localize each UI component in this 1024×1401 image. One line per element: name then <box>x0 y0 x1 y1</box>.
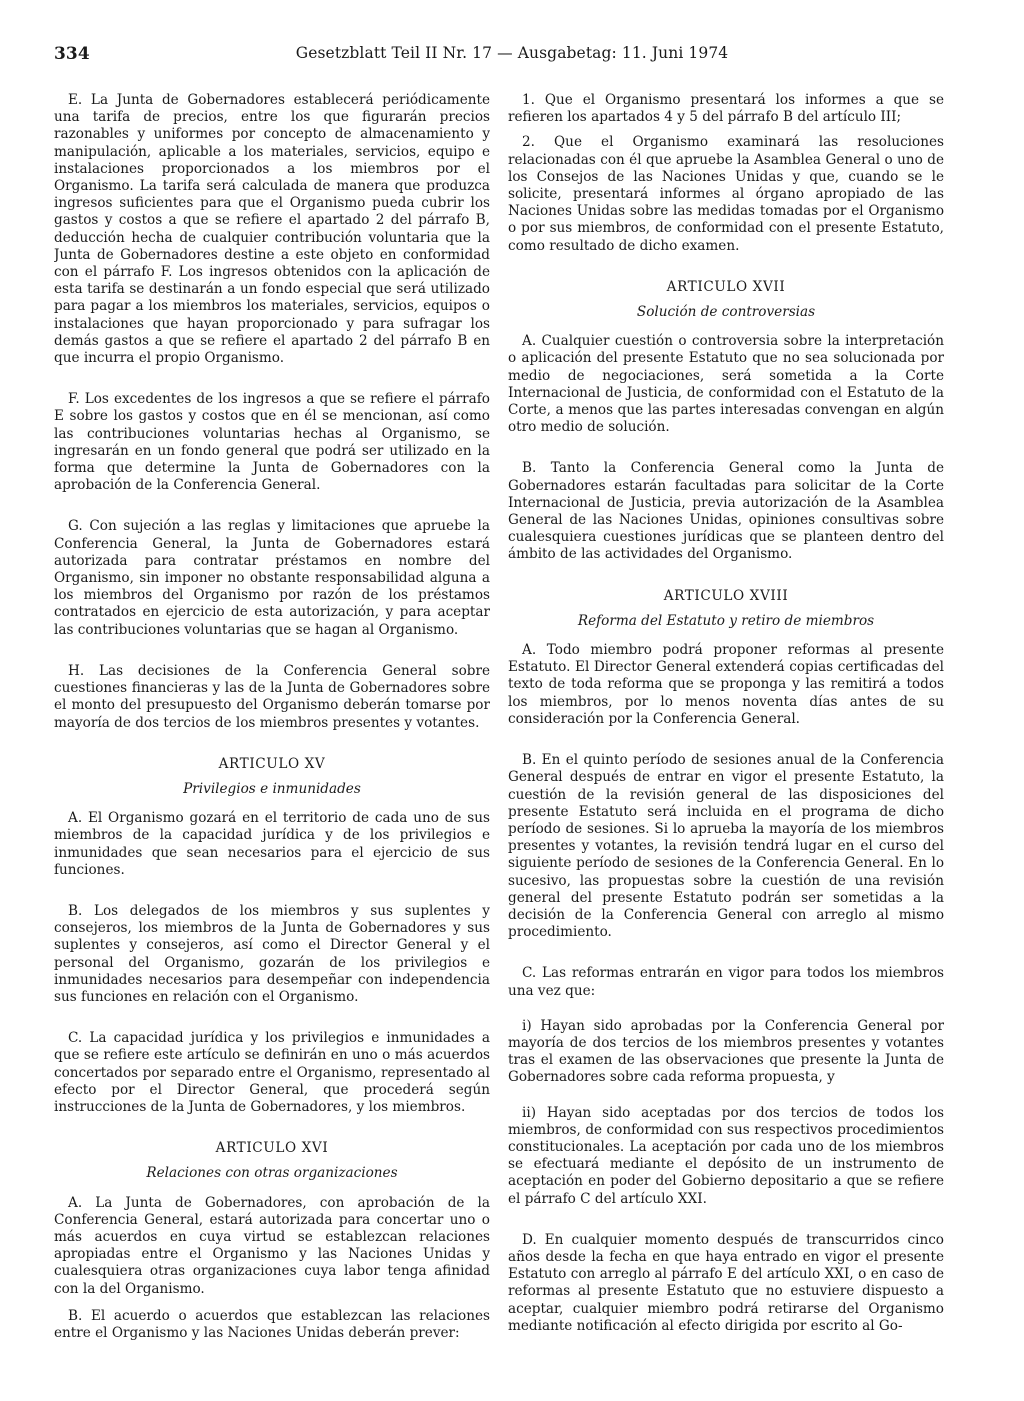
running-title: Gesetzblatt Teil II Nr. 17 — Ausgabetag: 11. Juni 1974 <box>295 44 729 62</box>
left-column <box>54 92 490 1392</box>
article-xviii-paragraph-c-ii: ii) Hayan sido aceptadas por dos tercios de todos los miembros, de conformidad con sus respectivos procedimientos constitucionales. La aceptación por cada uno de los miembros se efectuará mediante el depósito de un instrumento de aceptación en poder del Gobierno depositario a que se refiere el párrafo C del artículo XXI. <box>508 1104 944 1207</box>
list-item-1: 1. Que el Organismo presentará los informes a que se refieren los apartados 4 y 5 del párrafo B del artículo III; <box>508 92 944 126</box>
article-xvi-paragraph-a: A. La Junta de Gobernadores, con aprobación de la Conferencia General, estará autorizada para concertar uno o más acuerdos en cuya virtud se establezcan relaciones apropiadas entre el Organismo y las Naciones Unidas y cualesquiera otras organizaciones cuya labor tenga afinidad con la del Organismo. <box>54 1194 490 1297</box>
paragraph-e: E. La Junta de Gobernadores establecerá periódicamente una tarifa de precios, entre los que figurarán precios razonables y uniformes por concepto de almacenamiento y manipulación, aplicable a los materiales, servicios, equipo e instalaciones proporcionados a los miembros por el Organismo. La tarifa será calculada de manera que produzca ingresos suficientes para que el Organismo pueda cubrir los gastos y costos a que se refiere el apartado 2 del párrafo B, deducción hecha de cualquier contribución voluntaria que la Junta de Gobernadores destine a este objeto en conformidad con el párrafo F. Los ingresos obtenidos con la aplicación de esta tarifa se destinarán a un fondo especial que será utilizado para pagar a los miembros los materiales, servicios, equipos o instalaciones que hayan proporcionado y para sufragar los demás gastos a que se refiere el apartado 2 del párrafo B en que incurra el propio Organismo. <box>54 92 490 367</box>
article-xvii-subtitle: Solución de controversias <box>636 304 816 321</box>
article-xv-paragraph-c: C. La capacidad jurídica y los privilegios e inmunidades a que se refiere este artículo se definirán en uno o más acuerdos concertados por separado entre el Organismo, representado al efecto por el Director General, que procederá según instrucciones de la Junta de Gobernadores, y los miembros. <box>54 1030 490 1115</box>
article-xviii-heading: ARTICULO XVIII <box>663 587 789 604</box>
article-xviii-paragraph-a: A. Todo miembro podrá proponer reformas al presente Estatuto. El Director General extenderá copias certificadas del texto de toda reforma que se proponga y las remitirá a todos los miembros, por lo menos noventa días antes de su consideración por la Conferencia General. <box>508 642 944 727</box>
article-xvii-paragraph-b: B. Tanto la Conferencia General como la Junta de Gobernadores estarán facultadas para solicitar de la Corte Internacional de Justicia, previa autorización de la Asamblea General de las Naciones Unidas, opiniones consultivas sobre cualesquiera cuestiones jurídicas que se planteen dentro del ámbito de las actividades del Organismo. <box>508 460 944 563</box>
article-xviii-paragraph-b: B. En el quinto período de sesiones anual de la Conferencia General después de entrar en vigor el presente Estatuto, la cuestión de la revisión general de las disposiciones del presente Estatuto será incluida en el programa de dicho período de sesiones. Si lo aprueba la mayoría de los miembros presentes y votantes, la revisión tendrá lugar en el curso del siguiente período de sesiones de la Conferencia General. En lo sucesivo, las propuestas sobre la cuestión de una revisión general del presente Estatuto podrán ser sometidas a la decisión de la Conferencia General con arreglo al mismo procedimiento. <box>508 752 944 941</box>
paragraph-h: H. Las decisiones de la Conferencia General sobre cuestiones financieras y las de la Junta de Gobernadores sobre el monto del presupuesto del Organismo deberán tomarse por mayoría de dos tercios de los miembros presentes y votantes. <box>54 662 490 731</box>
paragraph-g: G. Con sujeción a las reglas y limitaciones que apruebe la Conferencia General, la Junta de Gobernadores estará autorizada para contratar préstamos en nombre del Organismo, sin imponer no obstante responsabilidad alguna a los miembros del Organismo por razón de los préstamos contratados en ejercicio de esta autorización, y para aceptar las contribuciones voluntarias que se hagan al Organismo. <box>54 518 490 638</box>
right-column <box>508 92 944 1392</box>
page-number: 334 <box>54 44 90 64</box>
article-xviii-paragraph-d: D. En cualquier momento después de transcurridos cinco años desde la fecha en que haya entrado en vigor el presente Estatuto con arreglo al párrafo E del artículo XXI, o en caso de reformas al presente Estatuto que no estuviere dispuesto a aceptar, cualquier miembro podrá retirarse del Organismo mediante notificación al efecto dirigida por escrito al Go- <box>508 1231 944 1334</box>
list-item-2: 2. Que el Organismo examinará las resoluciones relacionadas con él que apruebe la Asamblea General o uno de los Consejos de las Naciones Unidas y que, cuando se le solicite, presentará informes al órgano apropiado de las Naciones Unidas sobre las medidas tomadas por el Organismo o por sus miembros, de conformidad con el presente Estatuto, como resultado de dicho examen. <box>508 134 944 254</box>
article-xvii-paragraph-a: A. Cualquier cuestión o controversia sobre la interpretación o aplicación del presente Estatuto que no sea solucionada por medio de negociaciones, será sometida a la Corte Internacional de Justicia, de conformidad con el Estatuto de la Corte, a menos que las partes interesadas convengan en algún otro medio de solución. <box>508 333 944 436</box>
article-xvii-heading: ARTICULO XVII <box>666 278 786 295</box>
page-header <box>54 44 970 70</box>
article-xv-heading: ARTICULO XV <box>218 755 326 772</box>
article-xvi-subtitle: Relaciones con otras organizaciones <box>146 1165 398 1182</box>
paragraph-f: F. Los excedentes de los ingresos a que se refiere el párrafo E sobre los gastos y costos que en él se mencionan, así como las contribuciones voluntarias hechas al Organismo, se ingresarán en un fondo general que podrá ser utilizado en la forma que determine la Junta de Gobernadores con la aprobación de la Conferencia General. <box>54 391 490 494</box>
article-xv-subtitle: Privilegios e inmunidades <box>183 780 361 797</box>
article-xvi-heading: ARTICULO XVI <box>215 1140 329 1157</box>
article-xvi-paragraph-b: B. El acuerdo o acuerdos que establezcan las relaciones entre el Organismo y las Naciones Unidas deberán prever: <box>54 1307 490 1341</box>
article-xv-paragraph-b: B. Los delegados de los miembros y sus suplentes y consejeros, los miembros de la Junta de Gobernadores y sus suplentes y consejeros, así como el Director General y el personal del Organismo, gozarán de los privilegios e inmunidades necesarios para desempeñar con independencia sus funciones en relación con el Organismo. <box>54 902 490 1005</box>
article-xviii-paragraph-c-i: i) Hayan sido aprobadas por la Conferencia General por mayoría de dos tercios de los miembros presentes y votantes tras el examen de las observaciones que presente la Junta de Gobernadores sobre cada reforma propuesta, y <box>508 1017 944 1086</box>
article-xviii-paragraph-c: C. Las reformas entrarán en vigor para todos los miembros una vez que: <box>508 965 944 999</box>
article-xviii-subtitle: Reforma del Estatuto y retiro de miembros <box>577 612 875 629</box>
article-xv-paragraph-a: A. El Organismo gozará en el territorio de cada uno de sus miembros de la capacidad jurídica y de los privilegios e inmunidades que sean necesarios para el ejercicio de sus funciones. <box>54 810 490 878</box>
